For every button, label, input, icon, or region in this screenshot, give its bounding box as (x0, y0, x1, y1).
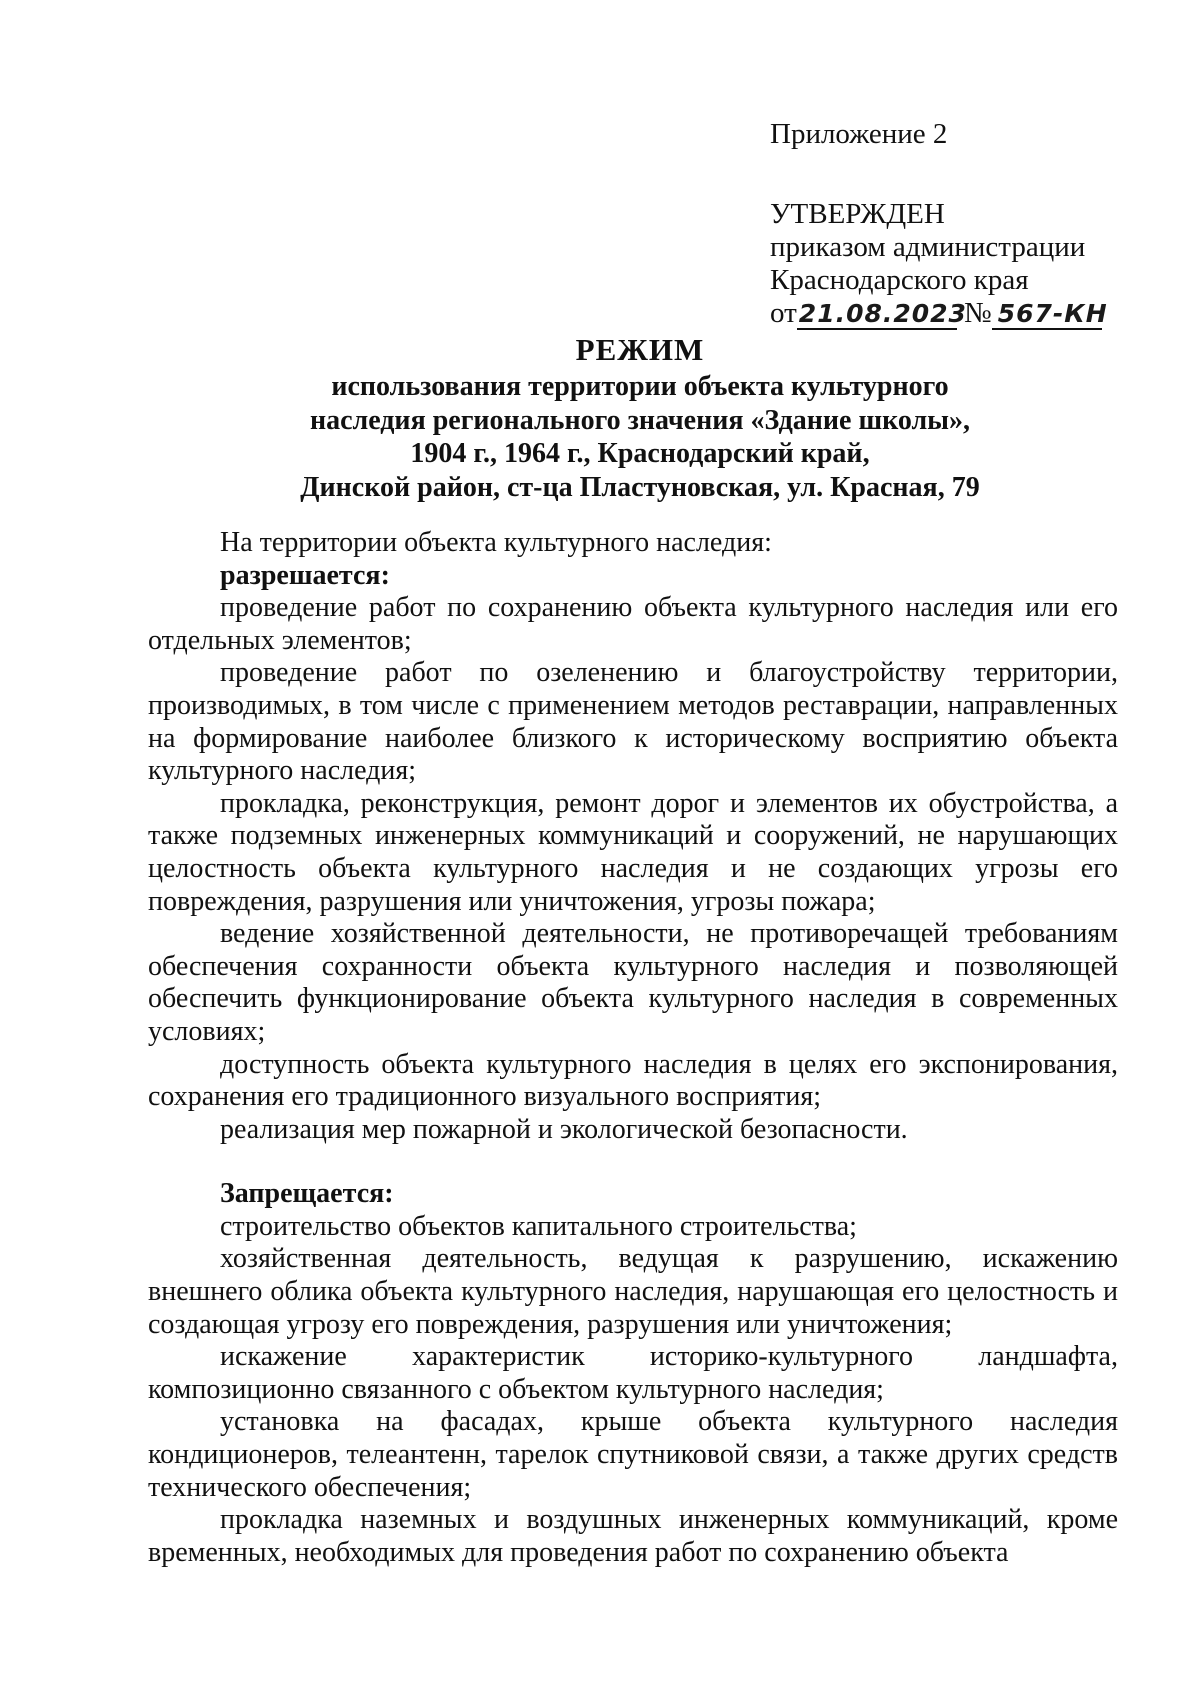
intro-paragraph: На территории объекта культурного наследия: (220, 527, 772, 558)
order-number-handwritten: 567-КН (992, 300, 1102, 330)
allowed-item: доступность объекта культурного наследия в целях его экспонирования, сохранения его традиционного визуального восприятия; (148, 1048, 1118, 1113)
approval-block (770, 118, 1108, 330)
section-gap (148, 1146, 1118, 1178)
number-prefix: № (964, 297, 992, 329)
forbidden-item: хозяйственная деятельность, ведущая к разрушению, искажению внешнего облика объекта культурного наследия, нарушающая его целостность и создающая угрозу его повреждения, разрушения или уничтожения; (148, 1243, 1118, 1340)
approved-label: УТВЕРЖДЕН (770, 198, 945, 230)
forbidden-item: искажение характеристик историко-культурного ландшафта, композиционно связанного с объектом культурного наследия; (148, 1341, 1118, 1405)
title-line-4: Динской район, ст-ца Пластуновская, ул. Красная, 79 (300, 471, 980, 503)
approved-by-region: Краснодарского края (770, 264, 1029, 296)
allowed-item: проведение работ по озеленению и благоустройству территории, производимых, в том числе с применением методов реставрации, направленных на формирование наиболее близкого к историческому восприятию объекта культурного наследия; (148, 657, 1118, 787)
allowed-item: проведение работ по сохранению объекта культурного наследия или его отдельных элементов; (148, 592, 1118, 656)
document-title: РЕЖИМ (575, 332, 705, 367)
appendix-label: Приложение 2 (770, 118, 948, 150)
forbidden-item: строительство объектов капитального строительства; (220, 1210, 857, 1242)
forbidden-item: прокладка наземных и воздушных инженерных коммуникаций, кроме временных, необходимых для проведения работ по сохранению объекта (148, 1504, 1118, 1568)
allowed-item: прокладка, реконструкция, ремонт дорог и элементов их обустройства, а также подземных инженерных коммуникаций и сооружений, не нарушающих целостность объекта культурного наследия и не создающих угрозы его повреждения, разрушения или уничтожения, угрозы пожара; (148, 787, 1118, 917)
order-date-number (770, 297, 1108, 330)
allowed-item: ведение хозяйственной деятельности, не противоречащей требованиям обеспечения сохранности объекта культурного наследия и позволяющей обеспечить функционирование объекта культурного наследия в современных условиях; (148, 918, 1118, 1047)
forbidden-item: установка на фасадах, крыше объекта культурного наследия кондиционеров, телеантенн, тарелок спутниковой связи, а также других средств технического обеспечения; (148, 1406, 1118, 1503)
title-line-3: 1904 г., 1964 г., Краснодарский край, (410, 438, 870, 469)
date-prefix: от (770, 297, 797, 329)
document-body (148, 527, 1118, 1569)
document-title-block (150, 330, 1130, 504)
title-line-2: наследия регионального значения «Здание школы», (309, 404, 971, 436)
allowed-heading: разрешается: (220, 559, 390, 591)
approved-by-line: приказом администрации (770, 231, 1086, 263)
order-date-handwritten: 21.08.2023 (798, 299, 967, 328)
allowed-item: реализация мер пожарной и экологической безопасности. (220, 1113, 908, 1145)
title-line-1: использования территории объекта культурного (331, 371, 949, 402)
forbidden-heading: Запрещается: (220, 1178, 394, 1210)
